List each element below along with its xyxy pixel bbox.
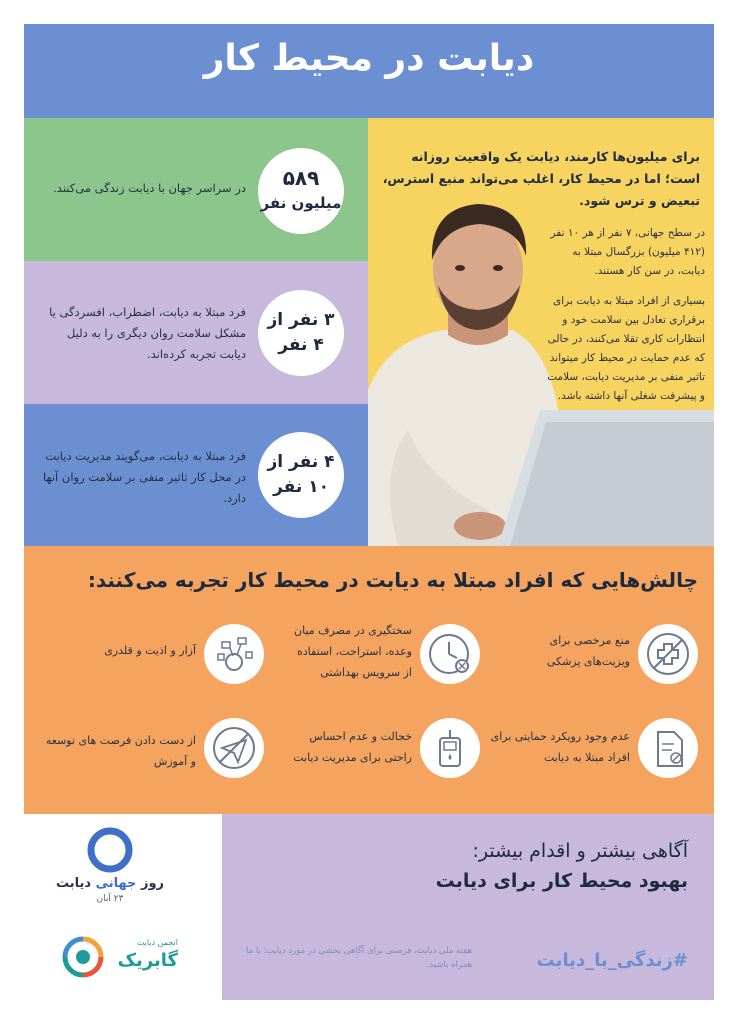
wdd-prefix: روز	[140, 876, 165, 891]
footer-note: هفته ملی دیابت، فرصتی برای آگاهی بخشی در مورد دیابت؛ با ما همراه باشید.	[245, 946, 472, 970]
wdd-date: ۲۳ آبان	[96, 894, 124, 904]
stat-text-mental: فرد مبتلا به دیابت، اضطراب، افسردگی یا مشکل سلامت روان دیگری را به دلیل دیابت تجربه کرده‌اند.	[49, 305, 246, 361]
harassment-icon	[204, 624, 264, 684]
intro-bold-text: برای میلیون‌ها کارمند، دیابت یک واقعیت روزانه است؛ اما در محیط کار، اغلب می‌تواند منبع استرس، تبعیض و ترس شود.	[382, 149, 700, 208]
stat-text-global: در سراسر جهان با دیابت زندگی می‌کنند.	[53, 181, 246, 195]
gabric-subtitle: انجمن دیابت	[136, 938, 178, 947]
challenge-text: خجالت و عدم احساس راحتی برای مدیریت دیابت	[293, 730, 412, 764]
stat-figure-number: ۵۸۹	[282, 166, 320, 190]
stat-figure-mental	[258, 290, 344, 376]
challenge-text: سختگیری در مصرف میان وعده، استراحت، استفاده از سرویس بهداشتی	[294, 624, 412, 679]
stat-figure-line1: ۳ نفر از	[267, 310, 335, 330]
challenge-text: عدم وجود رویکرد حمایتی برای افراد مبتلا به دیابت	[490, 730, 630, 764]
stat-figure-line2: ۴ نفر	[278, 335, 324, 355]
stat-figure-global	[258, 148, 344, 234]
gabric-name: گابریک	[117, 950, 178, 971]
stat-text-workplace: فرد مبتلا به دیابت، می‌گویند مدیریت دیابت در محل کار تاثیر منفی بر سلامت روان آنها دارد.	[43, 449, 246, 505]
gabric-logo-mark	[62, 936, 104, 978]
document-icon	[638, 718, 698, 778]
clock-icon	[420, 624, 480, 684]
footer-heading	[240, 836, 688, 896]
page-title: دیابت در محیط کار	[203, 38, 535, 79]
challenge-text: از دست دادن فرصت های توسعه و آموزش	[45, 734, 196, 768]
wdd-accent: جهانی	[95, 876, 137, 891]
blue-circle-logo	[86, 826, 134, 874]
wdd-title	[40, 876, 180, 891]
stat-figure-workplace	[258, 432, 344, 518]
challenges-title: چالش‌هایی که افراد مبتلا به دیابت در محیط کار تجربه می‌کنند:	[87, 568, 698, 592]
no-training-icon	[204, 718, 264, 778]
footer-heading-line1: آگاهی بیشتر و اقدام بیشتر:	[472, 840, 688, 862]
stat-figure-line1: ۴ نفر از	[267, 452, 335, 472]
no-medical-icon	[638, 624, 698, 684]
wdd-suffix: دیابت	[55, 876, 92, 891]
stat-figure-line2: ۱۰ نفر	[273, 477, 329, 497]
intro-paragraph-1: در سطح جهانی، ۷ نفر از هر ۱۰ نفر (۴۱۲ میلیون) بزرگسال مبتلا به دیابت، در سن کار هستند.	[550, 227, 705, 277]
glucose-meter-icon	[420, 718, 480, 778]
challenge-text: منع مرخصی برای ویزیت‌های پزشکی	[546, 634, 630, 668]
challenge-text: آزار و اذیت و قلدری	[104, 644, 196, 657]
intro-paragraph-2: بسیاری از افراد مبتلا به دیابت برای برقراری تعادل بین سلامت خود و انتظارات کاری تقلا می‌کنند، در حالی که عدم حمایت در محیط کار میتواند تاثیر منفی بر مدیریت دیابت، سلامت و پیشرفت شغلی آنها داشته باشد.	[547, 295, 705, 402]
footer-heading-line2: بهبود محیط کار برای دیابت	[435, 870, 688, 892]
stat-figure-unit: میلیون نفر	[260, 194, 342, 212]
hashtag: #زندگی_با_دیابت	[536, 950, 688, 971]
